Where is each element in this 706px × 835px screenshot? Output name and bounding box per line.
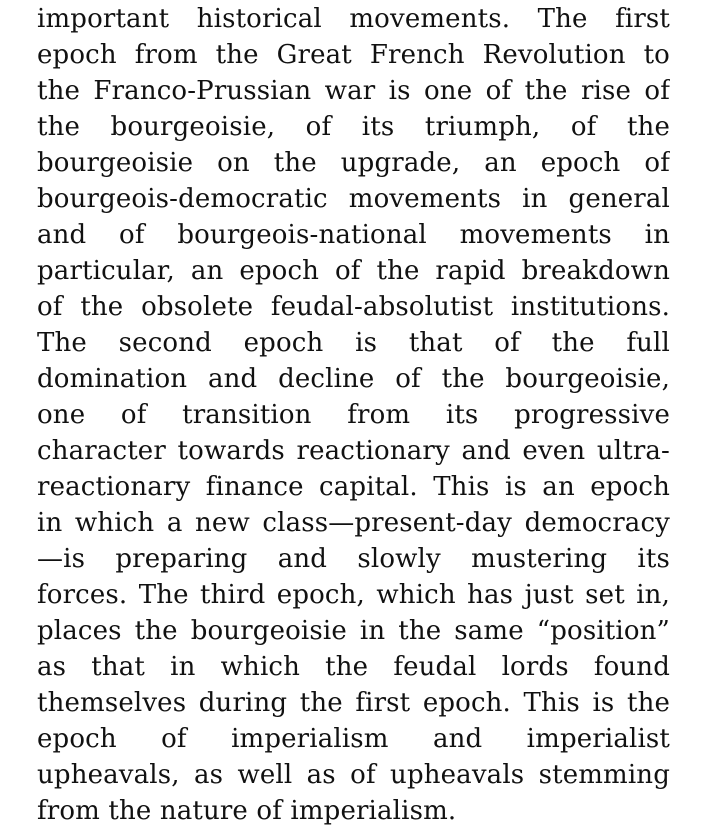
text-line: one of transition from its progressive [37,400,670,430]
text-line: important historical movements. The first [37,4,670,34]
text-line: reactionary finance capital. This is an epoch [37,472,670,502]
text-line: bourgeoisie on the upgrade, an epoch of [37,148,670,178]
text-line: epoch from the Great French Revolution to [37,40,670,70]
text-line: the bourgeoisie, of its triumph, of the [37,112,670,142]
text-line: particular, an epoch of the rapid breakdown [37,256,670,286]
text-line: epoch of imperialism and imperialist [37,724,670,754]
text-line: and of bourgeois-national movements in [37,220,670,250]
document-page [37,0,670,835]
text-line: character towards reactionary and even ultra- [37,436,670,466]
text-line: themselves during the first epoch. This is the [37,688,670,718]
text-line: forces. The third epoch, which has just set in, [37,580,670,610]
text-line: the Franco-Prussian war is one of the rise of [37,76,670,106]
text-line: of the obsolete feudal-absolutist institutions. [37,292,670,322]
text-line: in which a new class—present-day democracy [37,508,670,538]
text-line: upheavals, as well as of upheavals stemming [37,760,670,790]
text-line: domination and decline of the bourgeoisie, [37,364,670,394]
text-line-last: from the nature of imperialism. [37,796,457,826]
text-line: —is preparing and slowly mustering its [37,544,670,574]
text-line: bourgeois-democratic movements in general [37,184,670,214]
text-line: as that in which the feudal lords found [37,652,670,682]
text-line: places the bourgeoisie in the same “position” [37,616,670,646]
text-line: The second epoch is that of the full [37,328,670,358]
paragraph [37,1,670,829]
